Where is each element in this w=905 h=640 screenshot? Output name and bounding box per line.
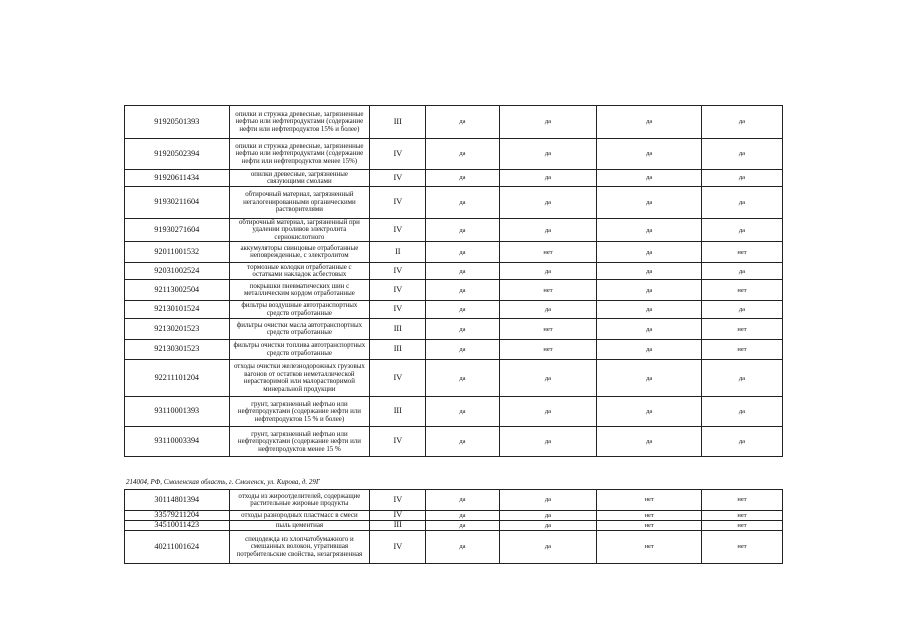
waste-code-cell: 91930271604 — [125, 219, 230, 242]
waste-description-cell: фильтры очистки масла автотранспортных средств отработанные — [229, 319, 370, 340]
hazard-class-cell: II — [370, 242, 426, 263]
waste-code-cell: 91920611434 — [125, 170, 230, 187]
waste-table-1 — [124, 105, 783, 457]
flag-cell-3: да — [597, 340, 702, 360]
flag-cell-1: да — [426, 106, 499, 139]
flag-cell-3: да — [597, 397, 702, 427]
hazard-class-cell: IV — [370, 301, 426, 319]
waste-code-cell: 92211101204 — [125, 360, 230, 397]
flag-cell-2: да — [499, 187, 597, 219]
flag-cell-3: да — [597, 170, 702, 187]
table-row — [125, 263, 783, 280]
flag-cell-4: нет — [701, 242, 782, 263]
table-row — [125, 242, 783, 263]
flag-cell-4: да — [701, 170, 782, 187]
hazard-class-cell: III — [370, 319, 426, 340]
waste-code-cell: 34510011423 — [125, 521, 230, 531]
flag-cell-2: да — [499, 301, 597, 319]
flag-cell-4: да — [701, 187, 782, 219]
waste-code-cell: 92130201523 — [125, 319, 230, 340]
flag-cell-3: нет — [597, 490, 702, 511]
waste-description-cell: покрышки пневматических шин с металлическим кордом отработанные — [229, 280, 370, 301]
waste-description-cell: грунт, загрязненный нефтью или нефтепродуктами (содержание нефти или нефтепродуктов менее 15 % — [229, 427, 370, 457]
flag-cell-1: да — [426, 490, 499, 511]
waste-code-cell: 92113002504 — [125, 280, 230, 301]
hazard-class-cell: IV — [370, 280, 426, 301]
waste-code-cell: 91920501393 — [125, 106, 230, 139]
waste-code-cell: 92011001532 — [125, 242, 230, 263]
site-address: 214004, РФ, Смоленская область, г. Смоленск, ул. Кирова, д. 29Г — [126, 478, 320, 486]
flag-cell-2: да — [499, 397, 597, 427]
table-row — [125, 427, 783, 457]
waste-description-cell: фильтры очистки топлива автотранспортных средств отработанные — [229, 340, 370, 360]
waste-code-cell: 92130301523 — [125, 340, 230, 360]
flag-cell-4: да — [701, 219, 782, 242]
flag-cell-4: да — [701, 263, 782, 280]
table-row — [125, 511, 783, 521]
flag-cell-1: да — [426, 531, 499, 564]
hazard-class-cell: IV — [370, 531, 426, 564]
hazard-class-cell: IV — [370, 490, 426, 511]
flag-cell-3: да — [597, 187, 702, 219]
table-row — [125, 490, 783, 511]
flag-cell-3: да — [597, 280, 702, 301]
waste-description-cell: опилки и стружка древесные, загрязненные нефтью или нефтепродуктами (содержание нефти или нефтепродуктов менее 15%) — [229, 139, 370, 170]
flag-cell-2: да — [499, 531, 597, 564]
waste-code-cell: 92031002524 — [125, 263, 230, 280]
hazard-class-cell: IV — [370, 219, 426, 242]
table-row — [125, 360, 783, 397]
flag-cell-3: да — [597, 427, 702, 457]
table-row — [125, 106, 783, 139]
flag-cell-1: да — [426, 301, 499, 319]
flag-cell-4: нет — [701, 340, 782, 360]
flag-cell-3: да — [597, 139, 702, 170]
flag-cell-2: да — [499, 263, 597, 280]
waste-code-cell: 91920502394 — [125, 139, 230, 170]
flag-cell-1: да — [426, 263, 499, 280]
hazard-class-cell: IV — [370, 187, 426, 219]
flag-cell-1: да — [426, 397, 499, 427]
waste-description-cell: отходы из жироотделителей, содержащие растительные жировые продукты — [229, 490, 370, 511]
hazard-class-cell: IV — [370, 427, 426, 457]
flag-cell-3: да — [597, 319, 702, 340]
flag-cell-1: да — [426, 521, 499, 531]
table-row — [125, 319, 783, 340]
flag-cell-1: да — [426, 139, 499, 170]
table-row — [125, 170, 783, 187]
hazard-class-cell: III — [370, 397, 426, 427]
flag-cell-4: да — [701, 397, 782, 427]
flag-cell-1: да — [426, 170, 499, 187]
flag-cell-1: да — [426, 360, 499, 397]
waste-code-cell: 93110001393 — [125, 397, 230, 427]
hazard-class-cell: IV — [370, 139, 426, 170]
flag-cell-4: да — [701, 139, 782, 170]
waste-description-cell: опилки древесные, загрязненные связующими смолами — [229, 170, 370, 187]
waste-description-cell: опилки и стружка древесные, загрязненные нефтью или нефтепродуктами (содержание нефти или нефтепродуктов 15% и более) — [229, 106, 370, 139]
flag-cell-1: да — [426, 340, 499, 360]
flag-cell-1: да — [426, 427, 499, 457]
waste-description-cell: пыль цементная — [229, 521, 370, 531]
table-row — [125, 301, 783, 319]
hazard-class-cell: IV — [370, 263, 426, 280]
flag-cell-4: нет — [701, 521, 782, 531]
hazard-class-cell: IV — [370, 360, 426, 397]
table-row — [125, 521, 783, 531]
table-row — [125, 187, 783, 219]
table-row — [125, 531, 783, 564]
waste-code-cell: 93110003394 — [125, 427, 230, 457]
flag-cell-2: да — [499, 511, 597, 521]
flag-cell-4: нет — [701, 319, 782, 340]
waste-description-cell: фильтры воздушные автотранспортных средств отработанные — [229, 301, 370, 319]
flag-cell-2: да — [499, 170, 597, 187]
hazard-class-cell: IV — [370, 511, 426, 521]
flag-cell-2: нет — [499, 340, 597, 360]
flag-cell-3: да — [597, 242, 702, 263]
waste-description-cell: грунт, загрязненный нефтью или нефтепродуктами (содержание нефти или нефтепродуктов 15 % и более) — [229, 397, 370, 427]
flag-cell-1: да — [426, 219, 499, 242]
flag-cell-1: да — [426, 319, 499, 340]
waste-code-cell: 30114801394 — [125, 490, 230, 511]
waste-description-cell: отходы разнородных пластмасс в смеси — [229, 511, 370, 521]
flag-cell-1: да — [426, 187, 499, 219]
waste-description-cell: тормозные колодки отработанные с остатками накладок асбестовых — [229, 263, 370, 280]
flag-cell-4: да — [701, 301, 782, 319]
flag-cell-2: нет — [499, 280, 597, 301]
waste-description-cell: спецодежда из хлопчатобумажного и смешанных волокон, утратившая потребительские свойства, незагрязненная — [229, 531, 370, 564]
flag-cell-3: да — [597, 360, 702, 397]
waste-description-cell: обтирочный материал, загрязненный при удалении проливов электролита сернокислотного — [229, 219, 370, 242]
waste-table-2 — [124, 489, 783, 564]
flag-cell-3: нет — [597, 511, 702, 521]
hazard-class-cell: III — [370, 340, 426, 360]
flag-cell-4: да — [701, 106, 782, 139]
flag-cell-3: нет — [597, 521, 702, 531]
flag-cell-3: нет — [597, 531, 702, 564]
hazard-class-cell: III — [370, 106, 426, 139]
flag-cell-4: нет — [701, 511, 782, 521]
flag-cell-2: да — [499, 490, 597, 511]
table-row — [125, 397, 783, 427]
waste-description-cell: аккумуляторы свинцовые отработанные неповрежденные, с электролитом — [229, 242, 370, 263]
flag-cell-4: да — [701, 427, 782, 457]
flag-cell-4: нет — [701, 280, 782, 301]
waste-code-cell: 40211001624 — [125, 531, 230, 564]
waste-description-cell: отходы очистки железнодорожных грузовых вагонов от остатков неметаллической нерастворимой или малорастворимой минеральной продукции — [229, 360, 370, 397]
flag-cell-4: нет — [701, 490, 782, 511]
waste-description-cell: обтирочный материал, загрязненный негалогенированными органическими растворителями — [229, 187, 370, 219]
flag-cell-3: да — [597, 219, 702, 242]
waste-code-cell: 92130101524 — [125, 301, 230, 319]
hazard-class-cell: III — [370, 521, 426, 531]
table-row — [125, 340, 783, 360]
flag-cell-4: нет — [701, 531, 782, 564]
flag-cell-2: нет — [499, 242, 597, 263]
hazard-class-cell: IV — [370, 170, 426, 187]
flag-cell-1: да — [426, 242, 499, 263]
flag-cell-3: да — [597, 263, 702, 280]
table-row — [125, 219, 783, 242]
waste-code-cell: 33579211204 — [125, 511, 230, 521]
flag-cell-4: да — [701, 360, 782, 397]
flag-cell-2: да — [499, 106, 597, 139]
flag-cell-2: да — [499, 427, 597, 457]
flag-cell-2: да — [499, 219, 597, 242]
flag-cell-1: да — [426, 511, 499, 521]
table-row — [125, 139, 783, 170]
flag-cell-2: да — [499, 139, 597, 170]
flag-cell-2: да — [499, 360, 597, 397]
flag-cell-2: да — [499, 521, 597, 531]
flag-cell-3: да — [597, 301, 702, 319]
flag-cell-3: да — [597, 106, 702, 139]
flag-cell-1: да — [426, 280, 499, 301]
flag-cell-2: нет — [499, 319, 597, 340]
waste-code-cell: 91930211604 — [125, 187, 230, 219]
table-row — [125, 280, 783, 301]
